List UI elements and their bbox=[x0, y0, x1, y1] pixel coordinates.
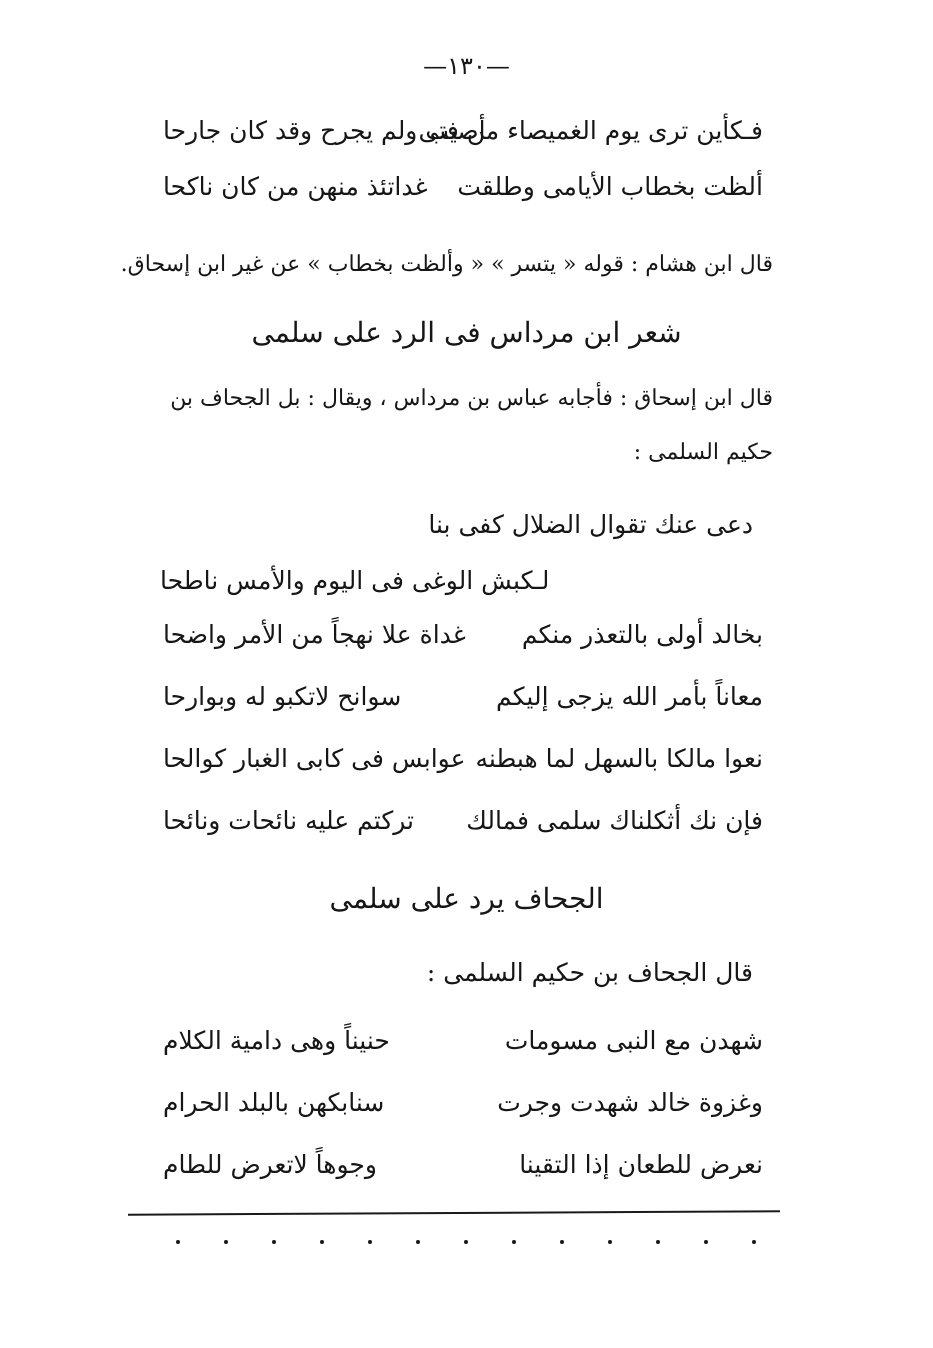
section1-verse1-first: دعى عنك تقوال الضلال كفى بنا bbox=[428, 510, 753, 539]
footer-dot bbox=[464, 1240, 468, 1244]
hemistich-first: بخالد أولى بالتعذر منكم bbox=[521, 620, 763, 649]
hemistich-second: سوانح لاتكبو له وبوارحا bbox=[163, 682, 402, 711]
footer-dot bbox=[656, 1240, 660, 1244]
section2-intro: قال الجحاف بن حكيم السلمى : bbox=[426, 958, 753, 987]
verse-middle-3 bbox=[163, 744, 763, 784]
verse-bottom-1 bbox=[163, 1026, 763, 1066]
footer-dot bbox=[704, 1240, 708, 1244]
hemistich-first: ألظت بخطاب الأيامى وطلقت bbox=[457, 172, 763, 201]
footer-dot bbox=[512, 1240, 516, 1244]
section-title-ibn-mirdas: شعر ابن مرداس فى الرد على سلمى bbox=[251, 316, 682, 349]
hemistich-first: شهدن مع النبى مسومات bbox=[504, 1026, 763, 1055]
hemistich-second: حنيناً وهى دامية الكلام bbox=[163, 1026, 390, 1055]
verse-top-1 bbox=[163, 116, 763, 156]
hemistich-first: نعوا مالكا بالسهل لما هبطنه bbox=[475, 744, 763, 773]
hemistich-second: غداة علا نهجاً من الأمر واضحا bbox=[163, 620, 466, 649]
hemistich-second: سنابكهن بالبلد الحرام bbox=[163, 1088, 385, 1117]
footer-dot bbox=[224, 1240, 228, 1244]
verse-bottom-3 bbox=[163, 1150, 763, 1190]
verse-middle-1 bbox=[163, 620, 763, 660]
hemistich-first: فـكأين ترى يوم الغميصاء من فتى bbox=[418, 116, 763, 145]
footer-rule bbox=[128, 1210, 780, 1215]
section1-verse1-second: لـكبش الوغى فى اليوم والأمس ناطحا bbox=[160, 566, 550, 595]
verse-top-2 bbox=[163, 172, 763, 212]
footer-dot bbox=[272, 1240, 276, 1244]
footer-dot bbox=[416, 1240, 420, 1244]
footer-dot bbox=[560, 1240, 564, 1244]
verse-bottom-2 bbox=[163, 1088, 763, 1128]
hemistich-second: غداتئذ منهن من كان ناكحا bbox=[163, 172, 428, 201]
section1-intro-line1: قال ابن إسحاق : فأجابه عباس بن مرداس ، ويقال : بل الجحاف بن bbox=[170, 386, 773, 411]
hemistich-second: وجوهاً لاتعرض للطام bbox=[163, 1150, 377, 1179]
section-title-jahhaf: الجحاف يرد على سلمى bbox=[329, 882, 604, 915]
footer-dot bbox=[368, 1240, 372, 1244]
hemistich-second: عوابس فى كابى الغبار كوالحا bbox=[163, 744, 466, 773]
hemistich-second: تركتم عليه نائحات ونائحا bbox=[163, 806, 415, 835]
footer-dot bbox=[320, 1240, 324, 1244]
verse-middle-4 bbox=[163, 806, 763, 846]
verse-middle-2 bbox=[163, 682, 763, 722]
hemistich-first: فإن نك أثكلناك سلمى فمالك bbox=[466, 806, 763, 835]
hemistich-first: نعرض للطعان إذا التقينا bbox=[519, 1150, 763, 1179]
footer-dots bbox=[176, 1240, 776, 1250]
hemistich-first: وغزوة خالد شهدت وجرت bbox=[497, 1088, 763, 1117]
hemistich-first: معاناً بأمر الله يزجى إليكم bbox=[495, 682, 763, 711]
section1-intro-line2: حكيم السلمى : bbox=[633, 440, 773, 465]
hemistich-second: أصيب ولم يجرح وقد كان جارحا bbox=[163, 116, 486, 145]
footer-dot bbox=[608, 1240, 612, 1244]
footer-dot bbox=[752, 1240, 756, 1244]
note-ibn-hisham: قال ابن هشام : قوله « يتسر » « وألظت بخطاب » عن غير ابن إسحاق. bbox=[120, 252, 773, 277]
page-number: —١٣٠— bbox=[423, 52, 510, 80]
footer-dot bbox=[176, 1240, 180, 1244]
